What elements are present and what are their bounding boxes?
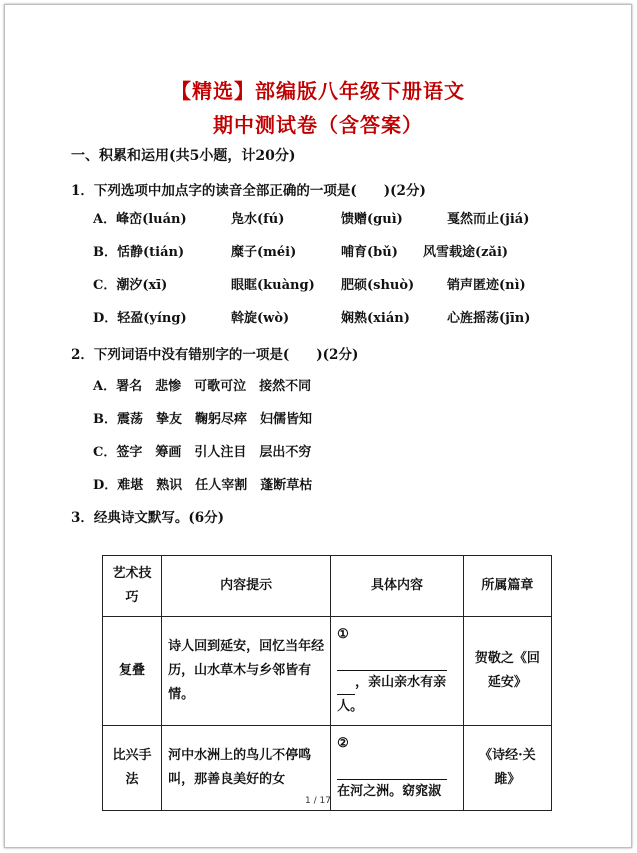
row2-source: 《诗经·关雎》 bbox=[463, 726, 551, 811]
header-hint: 内容提示 bbox=[162, 556, 331, 617]
row2-content-number: ② bbox=[337, 736, 349, 751]
header-source: 所属篇章 bbox=[463, 556, 551, 617]
row1-technique: 复叠 bbox=[103, 617, 162, 726]
q1-option-b-3: 哺育(bǔ) bbox=[341, 245, 398, 260]
header-technique: 艺术技巧 bbox=[103, 556, 162, 617]
q1-option-c-3: 肥硕(shuò) bbox=[341, 278, 415, 293]
q1-option-b-4: 风雪载途(zǎi) bbox=[423, 245, 509, 260]
page-number: 1 / 17 bbox=[305, 796, 331, 806]
q1-option-a-4: 戛然而止(jiá) bbox=[447, 212, 530, 227]
q1-option-b-1: B．恬静(tián) bbox=[93, 245, 185, 260]
q1-option-a-3: 馈赠(guì) bbox=[341, 212, 403, 227]
question-1-stem: 1．下列选项中加点字的读音全部正确的一项是( )(2分) bbox=[71, 183, 426, 199]
row1-content bbox=[331, 617, 464, 726]
row2-content-text: 在河之洲。窈窕淑 bbox=[337, 784, 442, 799]
q1-option-c-2: 眼眶(kuàng) bbox=[231, 278, 315, 293]
header-content: 具体内容 bbox=[331, 556, 464, 617]
question-2-stem: 2．下列词语中没有错别字的一项是( )(2分) bbox=[71, 347, 359, 363]
answer-blank-1-cont[interactable] bbox=[337, 680, 355, 695]
doc-title-line1: 【精选】部编版八年级下册语文 bbox=[171, 79, 465, 103]
q1-option-d-4: 心旌摇荡(jīn) bbox=[447, 311, 531, 326]
section-heading: 一、积累和运用(共5小题，计20分) bbox=[71, 148, 296, 164]
q1-option-a-1: A．峰峦(luán) bbox=[93, 212, 187, 227]
document-page bbox=[4, 4, 632, 848]
q1-option-b-2: 糜子(méi) bbox=[231, 245, 297, 260]
row1-content-number: ① bbox=[337, 627, 349, 642]
answer-blank-2[interactable] bbox=[337, 765, 447, 780]
row2-hint: 河中水洲上的鸟儿不停鸣叫，那善良美好的女 bbox=[162, 726, 331, 811]
question-3-stem: 3．经典诗文默写。(6分) bbox=[71, 510, 225, 526]
q1-option-c-1: C．潮汐(xī) bbox=[93, 278, 168, 293]
poem-table bbox=[102, 555, 552, 811]
q2-option-a: A．署名 悲惨 可歌可泣 接然不同 bbox=[93, 379, 312, 394]
table-header-row bbox=[103, 556, 552, 617]
doc-title-line2: 期中测试卷（含答案） bbox=[213, 113, 423, 137]
answer-blank-1[interactable] bbox=[337, 656, 447, 671]
q1-option-d-3: 娴熟(xián) bbox=[341, 311, 410, 326]
table-row bbox=[103, 617, 552, 726]
q1-option-d-2: 斡旋(wò) bbox=[231, 311, 290, 326]
row1-hint: 诗人回到延安，回忆当年经历，山水草木与乡邻皆有情。 bbox=[162, 617, 331, 726]
q2-option-c: C．签字 筹画 引人注目 层出不穷 bbox=[93, 445, 312, 460]
q1-option-c-4: 销声匿迹(nì) bbox=[447, 278, 526, 293]
q1-option-d-1: D．轻盈(yíng) bbox=[93, 311, 187, 326]
row2-technique: 比兴手法 bbox=[103, 726, 162, 811]
row1-source: 贺敬之《回延安》 bbox=[463, 617, 551, 726]
q2-option-b: B．震荡 挚友 鞠躬尽瘁 妇儒皆知 bbox=[93, 412, 312, 427]
row1-content-text: ，亲山亲水有亲人。 bbox=[337, 675, 447, 714]
q2-option-d: D．难堪 熟识 任人宰割 蓬断草枯 bbox=[93, 478, 313, 493]
q1-option-a-2: 凫水(fú) bbox=[231, 212, 285, 227]
